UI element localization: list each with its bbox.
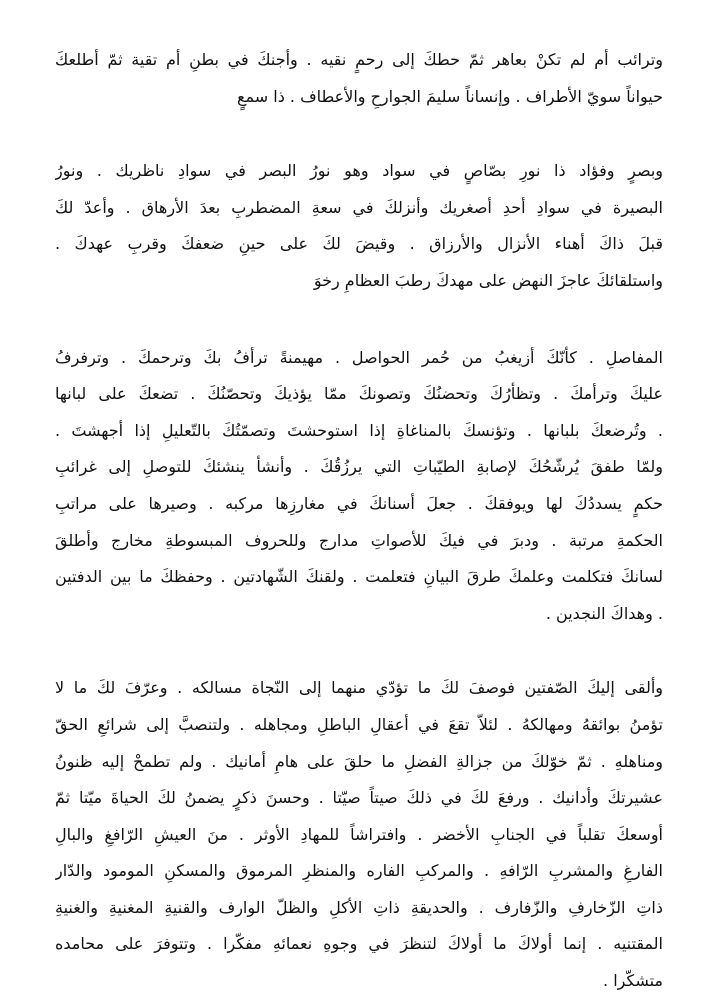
paragraph-4 <box>55 670 663 999</box>
text-line: البصيرة في سوادِ أحدِ أصغريك وأنزلكَ في سعةِ المضطربِ بعدَ الأرهاق . وأعدّ لكَ <box>55 197 663 217</box>
text-line: . وتُرضعكَ بلبانها . وتؤنسكَ بالمناغاةِ إذا استوحشتَ وتصمّتُكَ بالتّعليلِ إذا أجهشتَ . <box>55 420 663 440</box>
text-line: وترائب أم لم تكنْ بعاهر ثمّ حطكَ إلى رحمٍ نقيه . وأجنكَ في بطنِ أم تقية ثمّ أطلعكَ <box>55 50 663 69</box>
text-line: عليكَ وترأمكَ . وتظأرُكَ وتحضنُكَ وتصونكَ ممّا يؤذيكَ وتحصّنُكَ . تضعكَ على لبانها <box>55 384 663 404</box>
text-line: قبلَ ذاكَ أهناء الأنزال والأرزاق . وقيضَ لكَ على حينِ ضعفكَ وقربِ عهدكَ . <box>55 234 663 254</box>
paragraph-1 <box>55 42 663 115</box>
text-line: واستلقائكَ عاجزَ النهض على مهدكَ رطبَ العظامِ رخوَ <box>313 270 663 290</box>
document-page <box>55 42 663 1000</box>
text-line: لسانكَ فتكلمت وعلمكَ طرقَ البيانِ فتعلمت . ولقنكَ الشّهادتين . وحفظكَ ما بين الدفتين <box>55 567 663 587</box>
text-line: المقتنيه . إنما أولاكَ ما أولاكَ لتنظرَ في وجوهِ نعمائهِ مفكّرا . وتتوفرَ على محامده <box>55 934 663 954</box>
text-line: ومناهلهِ . ثمّ خوّلكَ من جزالةِ الفضلِ ما حلقَ على هامِ أمانيك . ولم تطمحْ إليه ظنونُ <box>55 751 663 771</box>
text-line: . وهداكَ النجدين . <box>545 603 663 623</box>
text-line: المفاصلِ . كأنّكَ أزيغبُ من حُمر الحواصل . مهيمنةً ترأفُ بكَ وترحمكَ . وترفرفُ <box>55 347 663 367</box>
text-line: الحكمةِ مرتبة . ودبرَ في فيكَ للأصواتِ مدارج وللحروف المبسوطةِ مخارج وأطلقَ <box>55 530 663 550</box>
text-line: حيواناً سويّ الأطراف . وإنساناً سليمَ الجوارحِ والأعطاف . ذا سمعٍ <box>236 86 663 106</box>
text-line: أوسعكَ تقلباً في الجنابِ الأخضر . وافتراشاً للمهادِ الأوثر . منَ العيشِ الرّافغِ والبالِ <box>55 824 663 844</box>
text-line: متشكّرا . <box>603 971 663 991</box>
text-line: وألقى إليكَ الصّفتين فوصفَ لكَ ما تؤدّي منهما إلى النّجاة مسالكه . وعرّفَ لكَ ما لا <box>55 678 663 698</box>
text-line: حكمٍ يسددُكَ لها ويوفقكَ . جعلَ أسنانكَ في مغارزِها مركبه . وصيرها على مراتبِ <box>55 493 663 513</box>
paragraph-3 <box>55 340 663 633</box>
text-line: ذاتِ الزّخارفِ والزّفارف . والحديقةِ ذاتِ الأكلِ والظلّ الوارف والقنيةِ المغنيةِ والغنيةِ <box>55 897 663 917</box>
text-line: وبصرٍ وفؤاد ذا نورِ بصّاصٍ في سواد وهو نورُ البصر في سوادِ ناظريك . ونورُ <box>55 161 663 181</box>
text-line: ولمّا طفقَ يُرشّحُكَ لإصابةِ الطيّباتِ التي يرزُقُكَ . وأنشأ ينشئكَ للتوصلِ إلى غرائبِ <box>55 457 663 477</box>
text-line: الفارغِ والمشربِ الرّافهِ . والمركبِ الفاره والمنظرِ المرموق والمسكنِ المومود والدّار <box>55 861 663 881</box>
paragraph-2 <box>55 153 663 299</box>
text-line: عشيرتكَ وأدانيك . ورفعَ لكَ في ذلكَ صيتاً صيّتا . وحسنَ ذكرٍ يضمنُ لكَ الحياةَ ميّتا ثمّ <box>55 788 663 808</box>
text-line: تؤمنُ بوائقهُ ومهالكهُ . لئلاّ تقعَ في أعقالِ الباطلِ ومجاهله . ولتنصبَّ إلى شرائعِ الحقّ <box>55 714 663 734</box>
